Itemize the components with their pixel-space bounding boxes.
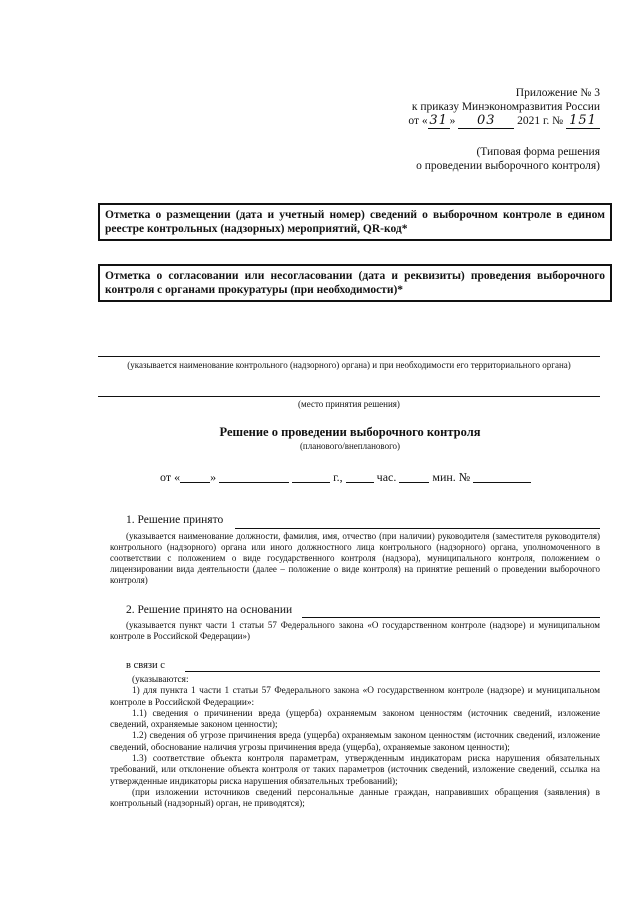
list-item: 1.2) сведения об угрозе причинения вреда (ущерба) охраняемым законом ценностям (источник сведений, изложение сведений, обоснование наличия угрозы причинения вреда (ущерба), охраняемые законом ценности); [110,731,600,753]
order-number: 151 [566,114,600,129]
day-field[interactable] [180,470,210,483]
minute-field[interactable] [399,470,429,483]
section2-line[interactable] [302,617,600,618]
order-date-line: от « 31 » 03 2021 г. № 151 [408,114,600,129]
hour-field[interactable] [346,470,374,483]
place-line[interactable] [98,396,600,397]
registry-mark-box: Отметка о размещении (дата и учетный номер) сведений о выборочном контроле в едином реестре контрольных (надзорных) мероприятий, QR-код* [98,203,612,241]
typical-form-note: (Типовая форма решения о проведении выборочного контроля) [416,146,600,172]
decision-date-line: от « » г., час. мин. № [160,470,531,485]
in-connection-line[interactable] [185,671,600,672]
decision-number-field[interactable] [473,470,531,483]
list-item: (указываются: [132,675,189,685]
organ-name-line[interactable] [98,356,600,357]
list-item: (при изложении источников сведений персональные данные граждан, направивших обращения (заявления) в контрольный (надзорный) орган, не приводятся); [110,787,600,810]
order-month: 03 [458,114,514,129]
month-field[interactable] [219,470,289,483]
section1-hint: (указывается наименование должности, фамилия, имя, отчество (при наличии) руководителя (заместителя руководителя) контрольного (надзорного) органа или иного должностного лица контрольного (надзорного) органа, уполномоченного в соответствии с положением о виде государственного контроля (надзора), муниципального контроля, положением о лицензировании вида деятельности (далее – положение о виде контроля) на принятие решений о проведении выборочного контроля) [110,531,600,585]
order-day: 31 [429,113,448,128]
section2-heading: 2. Решение принято на основании [126,604,293,616]
decision-title: Решение о проведении выборочного контроля [219,425,481,439]
appendix-header [408,86,600,129]
in-connection-heading: в связи с [126,660,165,671]
list-item: 1) для пункта 1 части 1 статьи 57 Федерального закона «О государственном контроле (надзоре) и муниципальном контроле в Российской Федерации»: [110,686,600,708]
appendix-number: Приложение № 3 [515,87,600,99]
decision-subtitle: (планового/внепланового) [299,441,401,451]
place-hint: (место принятия решения) [298,399,400,409]
in-connection-list [110,675,600,811]
prosecutor-mark-box: Отметка о согласовании или несогласовании (дата и реквизиты) проведения выборочного контроля с органами прокуратуры (при необходимости)* [98,264,612,302]
year-field[interactable] [292,470,330,483]
section1-line[interactable] [235,528,600,529]
organ-name-hint: (указывается наименование контрольного (надзорного) органа) и при необходимости его территориального органа) [127,360,571,370]
section1-heading: 1. Решение принято [126,514,224,526]
list-item: 1.3) соответствие объекта контроля параметрам, утвержденным индикаторам риска нарушения обязательных требований, или отклонение объекта контроля от таких параметров (источник сведений, изложение сведений, ссылка на утвержденные индикаторы риска нарушения обязательных требований); [110,754,600,787]
section2-hint: (указывается пункт части 1 статьи 57 Федерального закона «О государственном контроле (надзоре) и муниципальном контроле в Российской Федерации») [110,620,600,641]
order-reference: к приказу Минэкономразвития России [411,101,600,113]
list-item: 1.1) сведения о причинении вреда (ущерба) охраняемым законом ценностям (источник сведений, изложение сведений, охраняемые законом ценности); [110,708,600,731]
